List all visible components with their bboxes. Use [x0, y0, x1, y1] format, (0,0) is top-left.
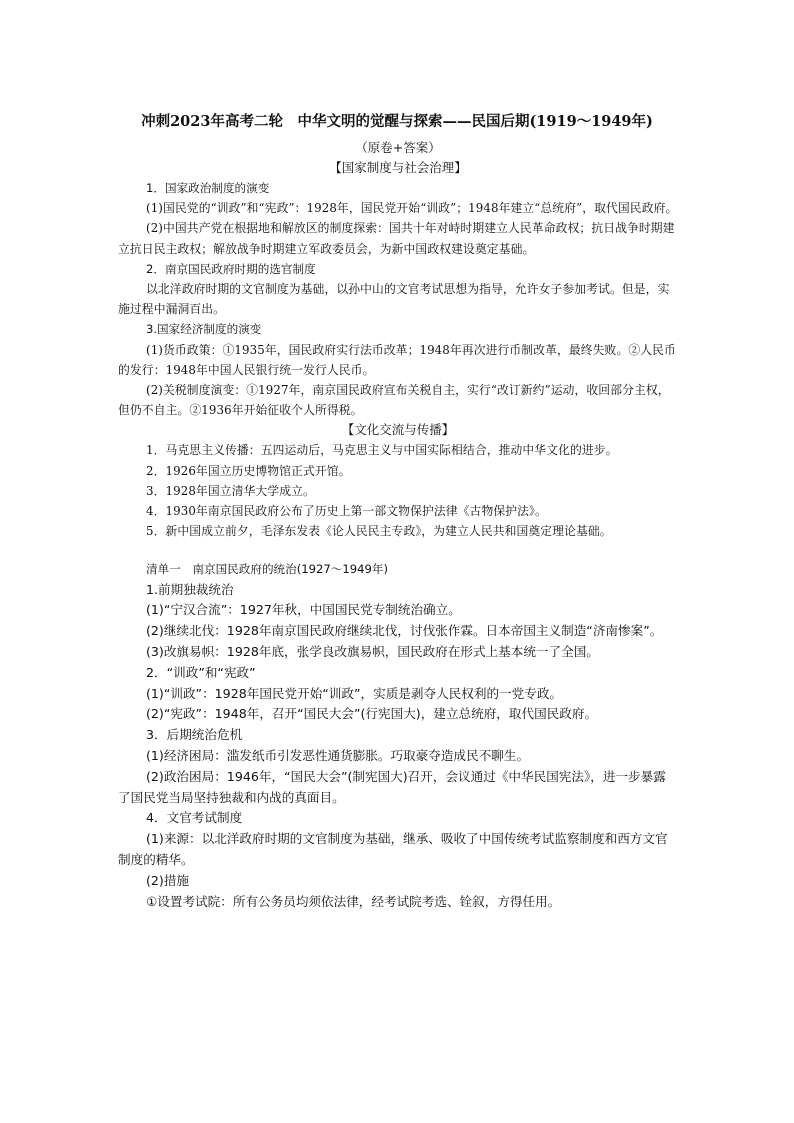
paragraph-heading: 2．南京国民政府时期的选官制度 — [146, 261, 316, 276]
list-item: ①设置考试院：所有公务员均须依法律，经考试院考选、铨叙，方得任用。 — [146, 893, 561, 909]
list-item: (2)政治困局：1946年，“国民大会”(制宪国大)召开，会议通过《中华民国宪法》，进一步暴露了国民党当局坚持独裁和内战的真面目。 — [118, 768, 666, 805]
list-item: (2)继续北伐：1928年南京国民政府继续北伐，讨伐张作霖。日本帝国主义制造“济南惨案”。 — [146, 623, 663, 639]
list-heading: 2．“训政”和“宪政” — [146, 664, 256, 680]
list-item: (2)措施 — [146, 872, 190, 888]
list-item: (1)来源：以北洋政府时期的文官制度为基础，继承、吸收了中国传统考试监察制度和西方文官制度的精华。 — [118, 831, 668, 868]
list-item: (1)经济困局：滥发纸币引发恶性通货膨胀。巧取豪夺造成民不聊生。 — [146, 748, 530, 764]
paragraph: 5．新中国成立前夕，毛泽东发表《论人民民主专政》，为建立人民共和国奠定理论基础。 — [146, 524, 612, 539]
list-item: (1)“训政”：1928年国民党开始“训政”，实质是剥夺人民权利的一党专政。 — [146, 685, 563, 701]
paragraph: 1．马克思主义传播：五四运动后，马克思主义与中国实际相结合，推动中华文化的进步。 — [146, 443, 618, 458]
section-heading-governance: 【国家制度与社会治理】 — [329, 160, 467, 175]
spacer — [118, 541, 678, 559]
paragraph: (2)关税制度演变：①1927年，南京国民政府宣布关税自主，实行“改订新约”运动，收回部分主权，但仍不自主。②1936年开始征收个人所得税。 — [118, 383, 670, 418]
paragraph: 3．1928年国立清华大学成立。 — [146, 483, 315, 498]
paragraph: (1)货币政策：①1935年，国民政府实行法币改革；1948年再次进行币制改革，最终失败。②人民币的发行：1948年中国人民银行统一发行人民币。 — [118, 342, 676, 377]
paragraph: 4．1930年南京国民政府公布了历史上第一部文物保护法律《古物保护法》。 — [146, 504, 547, 519]
section-heading-culture: 【文化交流与传播】 — [341, 422, 455, 438]
list-item: (3)改旗易帜：1928年底，张学良改旗易帜，国民政府在形式上基本统一了全国。 — [146, 644, 599, 660]
paragraph-heading: 3.国家经济制度的演变 — [146, 322, 262, 337]
list-heading: 4．文官考试制度 — [146, 810, 243, 826]
paragraph: (1)国民党的“训政”和“宪政”：1928年，国民党开始“训政”；1948年建立“总统府”，取代国民政府。 — [146, 201, 678, 216]
list-item: (2)“宪政”：1948年，召开“国民大会”(行宪国大)，建立总统府，取代国民政府。 — [146, 706, 598, 722]
page-subtitle: （原卷+答案） — [355, 140, 441, 155]
document-body — [118, 112, 678, 912]
list-heading: 1.前期独裁统治 — [146, 581, 234, 597]
list-heading: 3．后期统治危机 — [146, 727, 243, 743]
paragraph: 2．1926年国立历史博物馆正式开馆。 — [146, 463, 351, 478]
page-title: 冲刺2023年高考二轮 中华文明的觉醒与探索——民国后期(1919～1949年) — [141, 113, 653, 130]
list-item: (1)“宁汉合流”：1927年秋，中国国民党专制统治确立。 — [146, 602, 461, 618]
list-title: 清单一 南京国民政府的统治(1927～1949年) — [146, 562, 388, 577]
paragraph: 以北洋政府时期的文官制度为基础，以孙中山的文官考试思想为指导，允许女子参加考试。但是，实施过程中漏洞百出。 — [118, 282, 670, 317]
paragraph: (2)中国共产党在根据地和解放区的制度探索：国共十年对峙时期建立人民革命政权；抗日战争时期建立抗日民主政权；解放战争时期建立军政委员会，为新中国政权建设奠定基础。 — [118, 221, 675, 256]
paragraph-heading: 1．国家政治制度的演变 — [146, 181, 270, 195]
